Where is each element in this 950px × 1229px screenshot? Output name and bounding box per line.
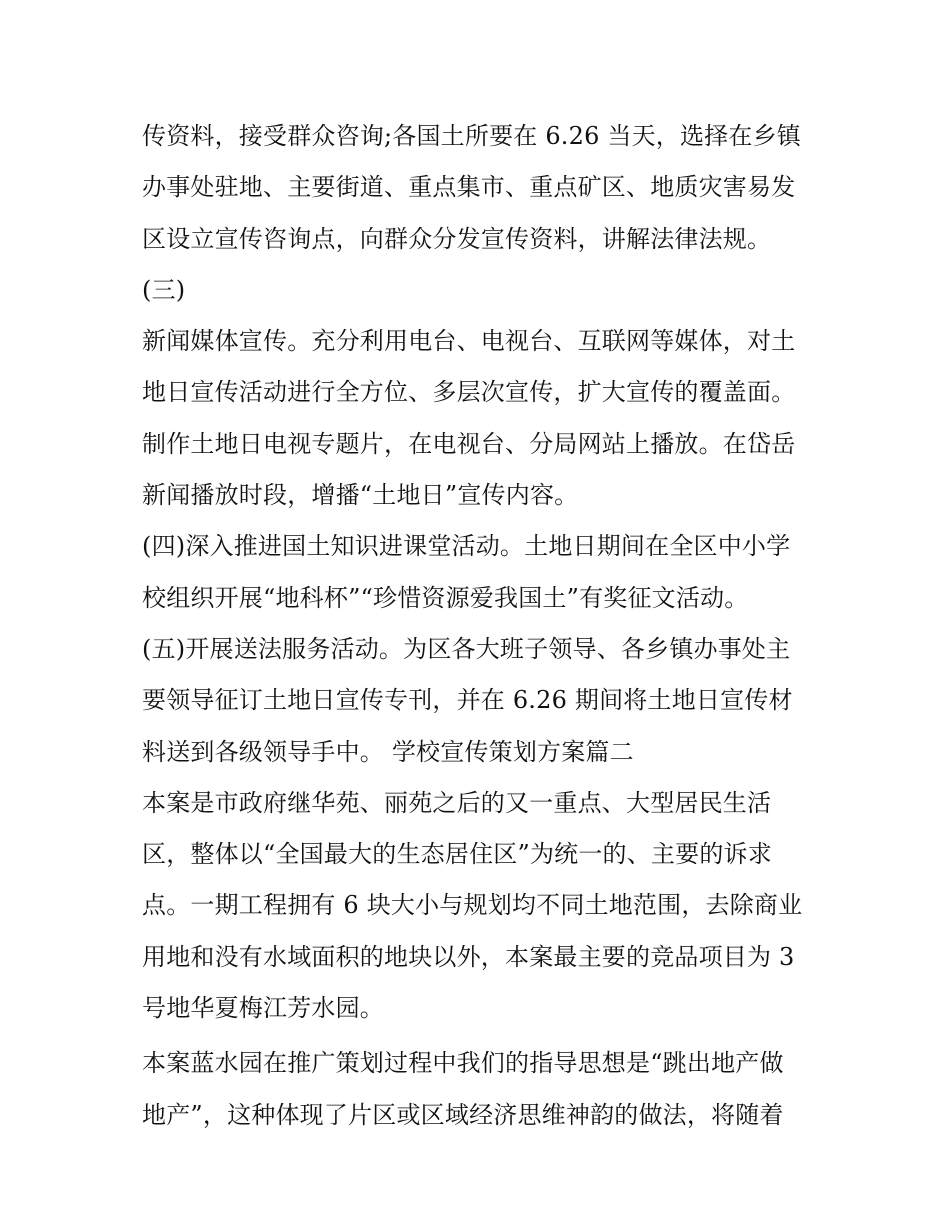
- text-line: 地产”，这种体现了片区或区域经济思维神韵的做法，将随着: [142, 1100, 784, 1129]
- text-line: (五)开展送法服务活动。为区各大班子领导、各乡镇办事处主: [142, 634, 791, 663]
- text-line: 地日宣传活动进行全方位、多层次宣传，扩大宣传的覆盖面。: [142, 378, 796, 407]
- text-line: 区，整体以“全国最大的生态居住区”为统一的、主要的诉求: [142, 840, 772, 869]
- text-line: 点。一期工程拥有 6 块大小与规划均不同土地范围，去除商业: [142, 891, 803, 920]
- text-line: 传资料，接受群众咨询;各国土所要在 6.26 当天，选择在乡镇: [142, 122, 801, 150]
- text-line: 要领导征订土地日宣传专刊，并在 6.26 期间将土地日宣传材: [142, 686, 793, 715]
- text-line: (四)深入推进国土知识进课堂活动。土地日期间在全区中小学: [142, 532, 791, 561]
- document-body: [142, 111, 822, 1141]
- text-line: 用地和没有水域面积的地块以外，本案最主要的竞品项目为 3: [142, 942, 795, 971]
- text-line: 新闻播放时段，增播“土地日”宣传内容。: [142, 481, 579, 510]
- text-line: 本案是市政府继华苑、丽苑之后的又一重点、大型居民生活: [142, 788, 772, 817]
- text-line: 区设立宣传咨询点，向群众分发宣传资料，讲解法律法规。: [142, 224, 772, 253]
- text-line: 本案蓝水园在推广策划过程中我们的指导思想是“跳出地产做: [142, 1049, 784, 1078]
- text-line: 办事处驻地、主要街道、重点集市、重点矿区、地质灾害易发: [142, 173, 796, 202]
- text-line: 校组织开展“地科杯”“珍惜资源爱我国土”有奖征文活动。: [142, 583, 749, 612]
- text-line: 料送到各级领导手中。 学校宣传策划方案篇二: [142, 737, 634, 766]
- text-line: 新闻媒体宣传。充分利用电台、电视台、互联网等媒体，对土: [142, 327, 796, 356]
- text-line: 制作土地日电视专题片，在电视台、分局网站上播放。在岱岳: [142, 429, 796, 458]
- text-line: 号地华夏梅江芳水园。: [142, 994, 384, 1023]
- section-heading: (三): [142, 275, 186, 304]
